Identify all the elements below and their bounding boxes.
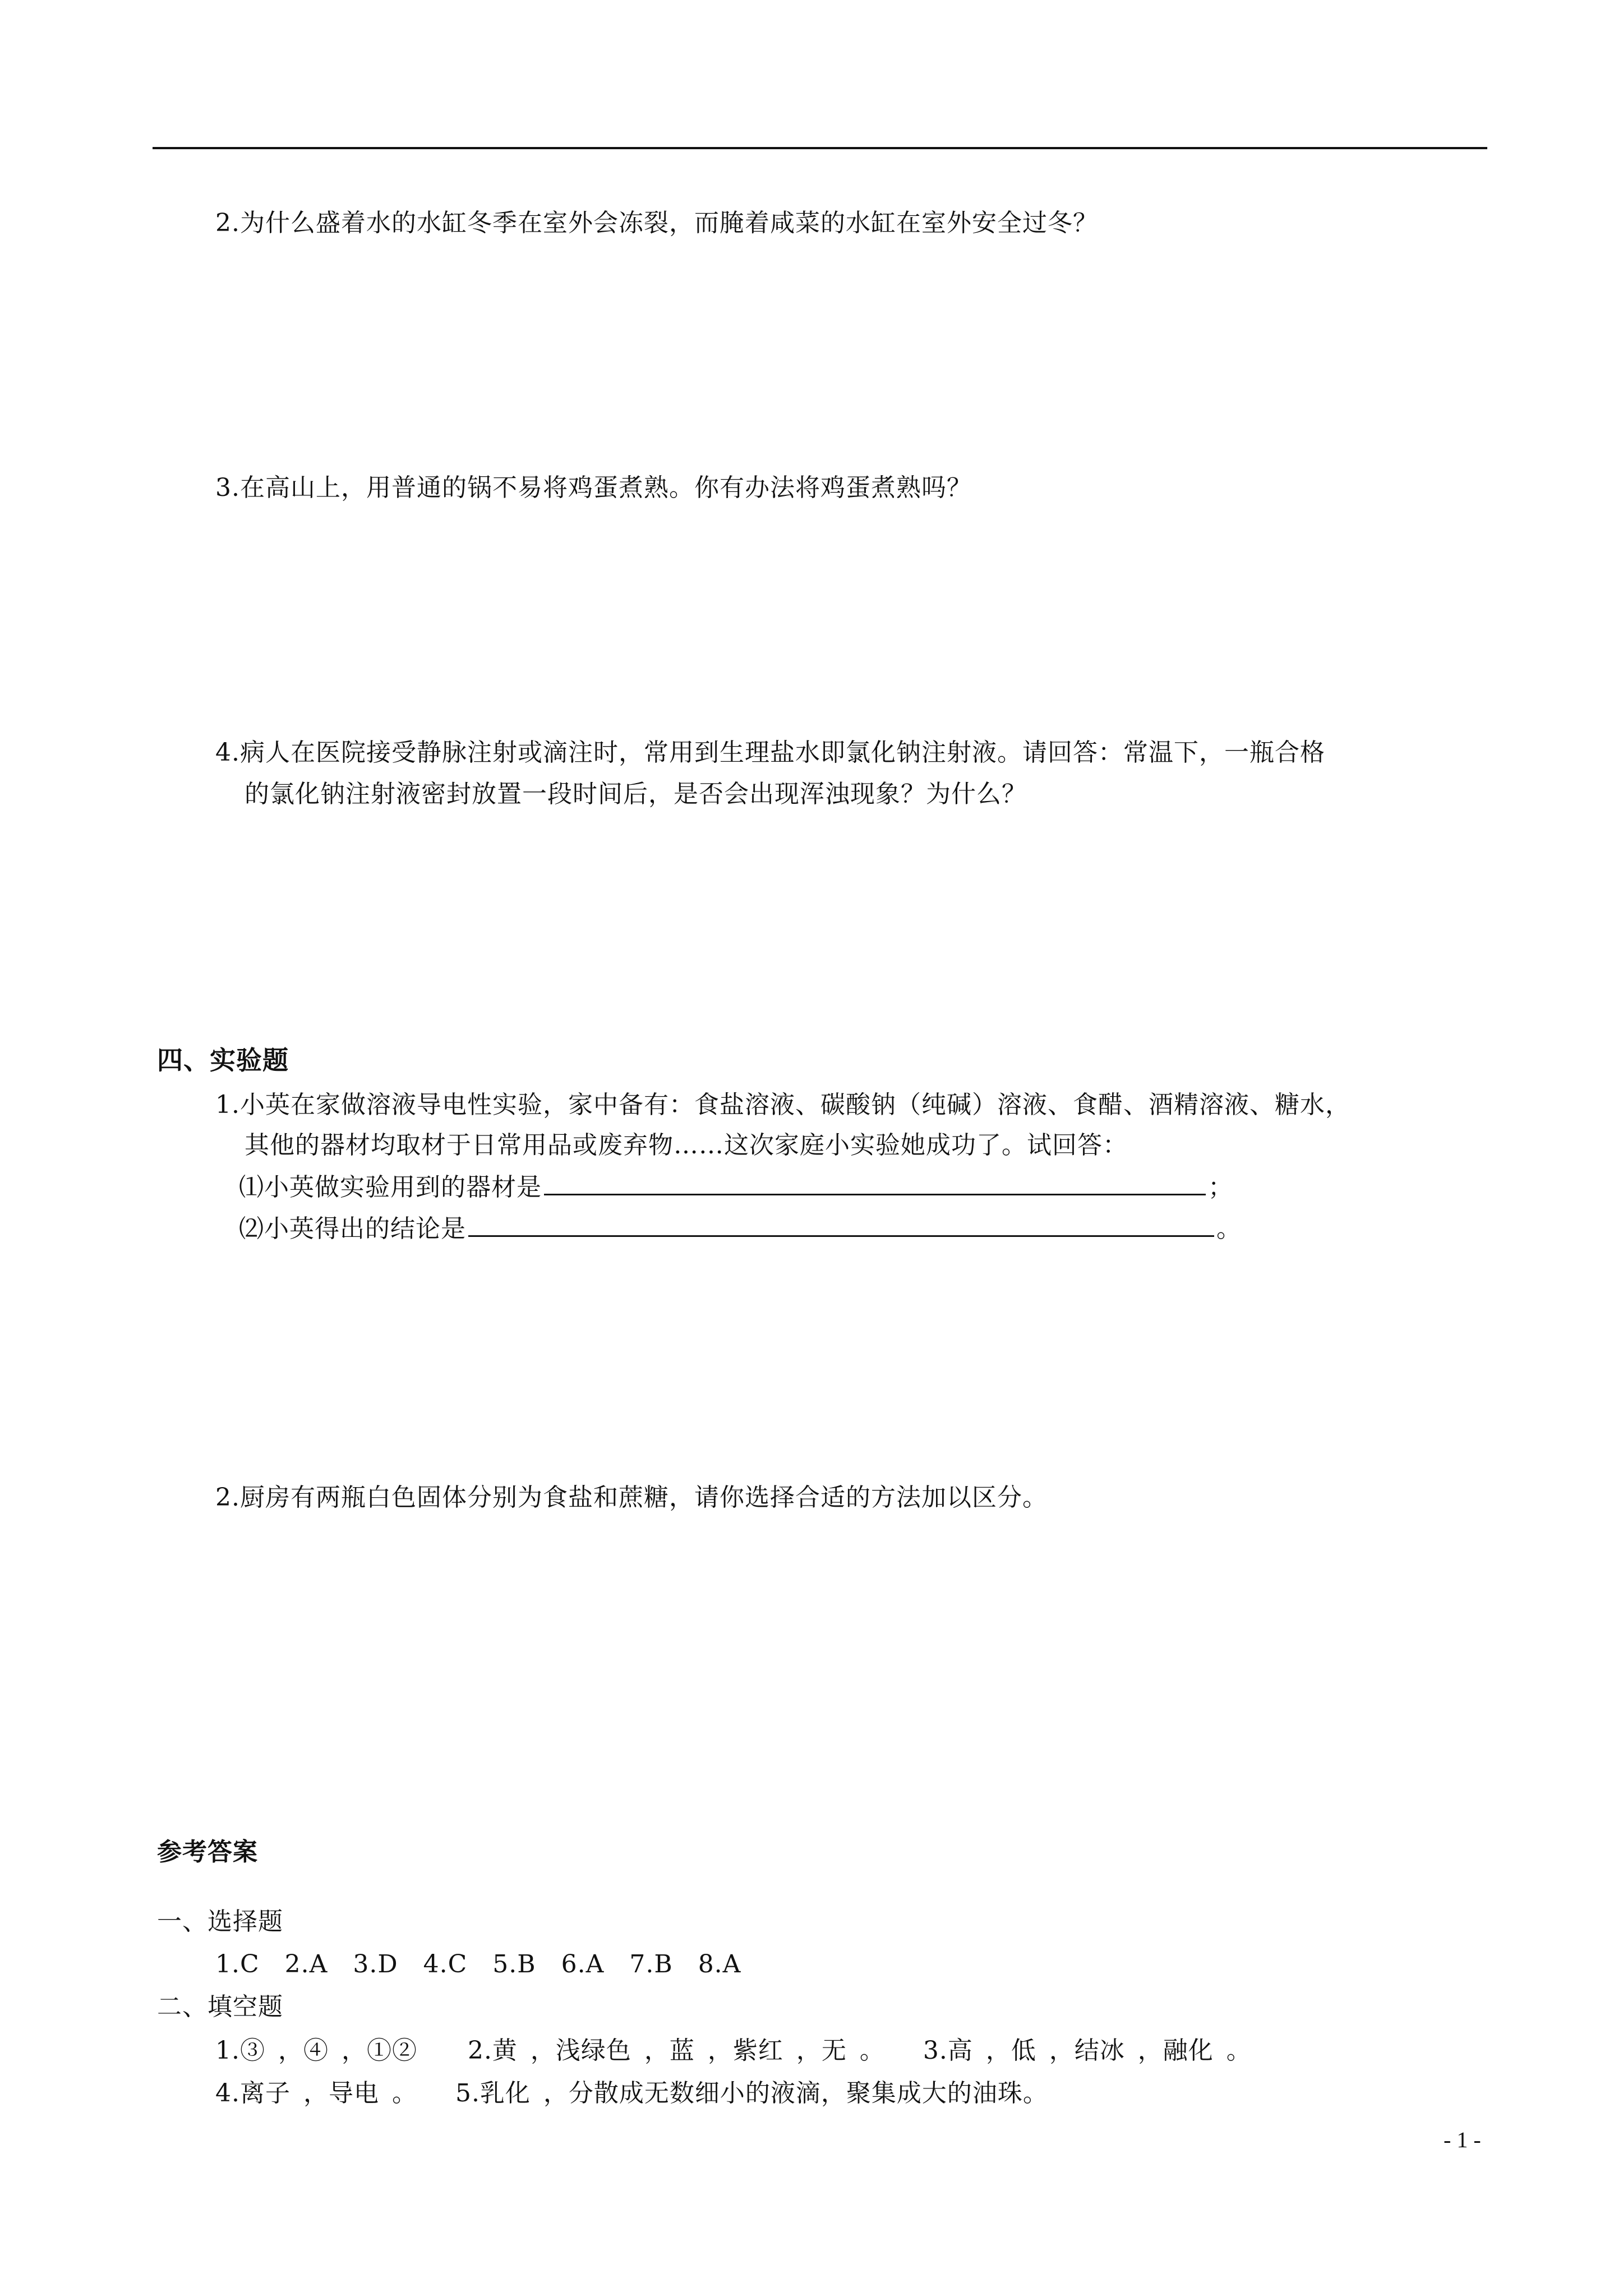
header-rule xyxy=(153,147,1487,149)
question-3-3: 3.在高山上，用普通的锅不易将鸡蛋煮熟。你有办法将鸡蛋煮熟吗？ xyxy=(215,473,972,502)
answers-section-2-line2: 4.离子 ，导电 。 5.乳化 ，分散成无数细小的液滴，聚集成大的油珠。 xyxy=(215,2079,1048,2108)
sub1-label: ⑴小英做实验用到的器材是 xyxy=(239,1173,542,1202)
sub1-end: ； xyxy=(1208,1173,1233,1202)
question-4-1-line1: 1.小英在家做溶液导电性实验，家中备有：食盐溶液、碳酸钠（纯碱）溶液、食醋、酒精溶液、糖水， xyxy=(215,1091,1350,1119)
answer-blank-conclusion[interactable] xyxy=(468,1211,1214,1237)
sub2-end: 。 xyxy=(1216,1214,1242,1243)
answers-section-1-title: 一、选择题 xyxy=(157,1907,283,1936)
sub2-label: ⑵小英得出的结论是 xyxy=(239,1214,466,1243)
answer-blank-equipment[interactable] xyxy=(544,1169,1206,1195)
question-4-1-sub2 xyxy=(239,1211,1242,1246)
answers-section-2-line1: 1.③ ，④ ，①② 2.黄 ，浅绿色 ，蓝 ，紫红 ，无 。 3.高 ，低 ，结冰 ，融化 。 xyxy=(215,2036,1252,2065)
question-3-2: 2.为什么盛着水的水缸冬季在室外会冻裂，而腌着咸菜的水缸在室外安全过冬？ xyxy=(215,209,1098,237)
question-3-4-line1: 4.病人在医院接受静脉注射或滴注时，常用到生理盐水即氯化钠注射液。请回答：常温下，一瓶合格 xyxy=(215,738,1325,767)
section-4-heading: 四、实验题 xyxy=(157,1045,289,1075)
question-4-1-line2: 其他的器材均取材于日常用品或废弃物……这次家庭小实验她成功了。试回答： xyxy=(245,1131,1128,1159)
answers-title: 参考答案 xyxy=(157,1838,258,1866)
answers-section-1-line: 1.C 2.A 3.D 4.C 5.B 6.A 7.B 8.A xyxy=(215,1950,741,1978)
question-3-4-line2: 的氯化钠注射液密封放置一段时间后，是否会出现浑浊现象？为什么？ xyxy=(245,780,1027,808)
answers-section-2-title: 二、填空题 xyxy=(157,1993,283,2021)
question-4-2: 2.厨房有两瓶白色固体分别为食盐和蔗糖，请你选择合适的方法加以区分。 xyxy=(215,1483,1048,1512)
page-number: - 1 - xyxy=(1444,2127,1481,2152)
question-4-1-sub1 xyxy=(239,1169,1233,1204)
